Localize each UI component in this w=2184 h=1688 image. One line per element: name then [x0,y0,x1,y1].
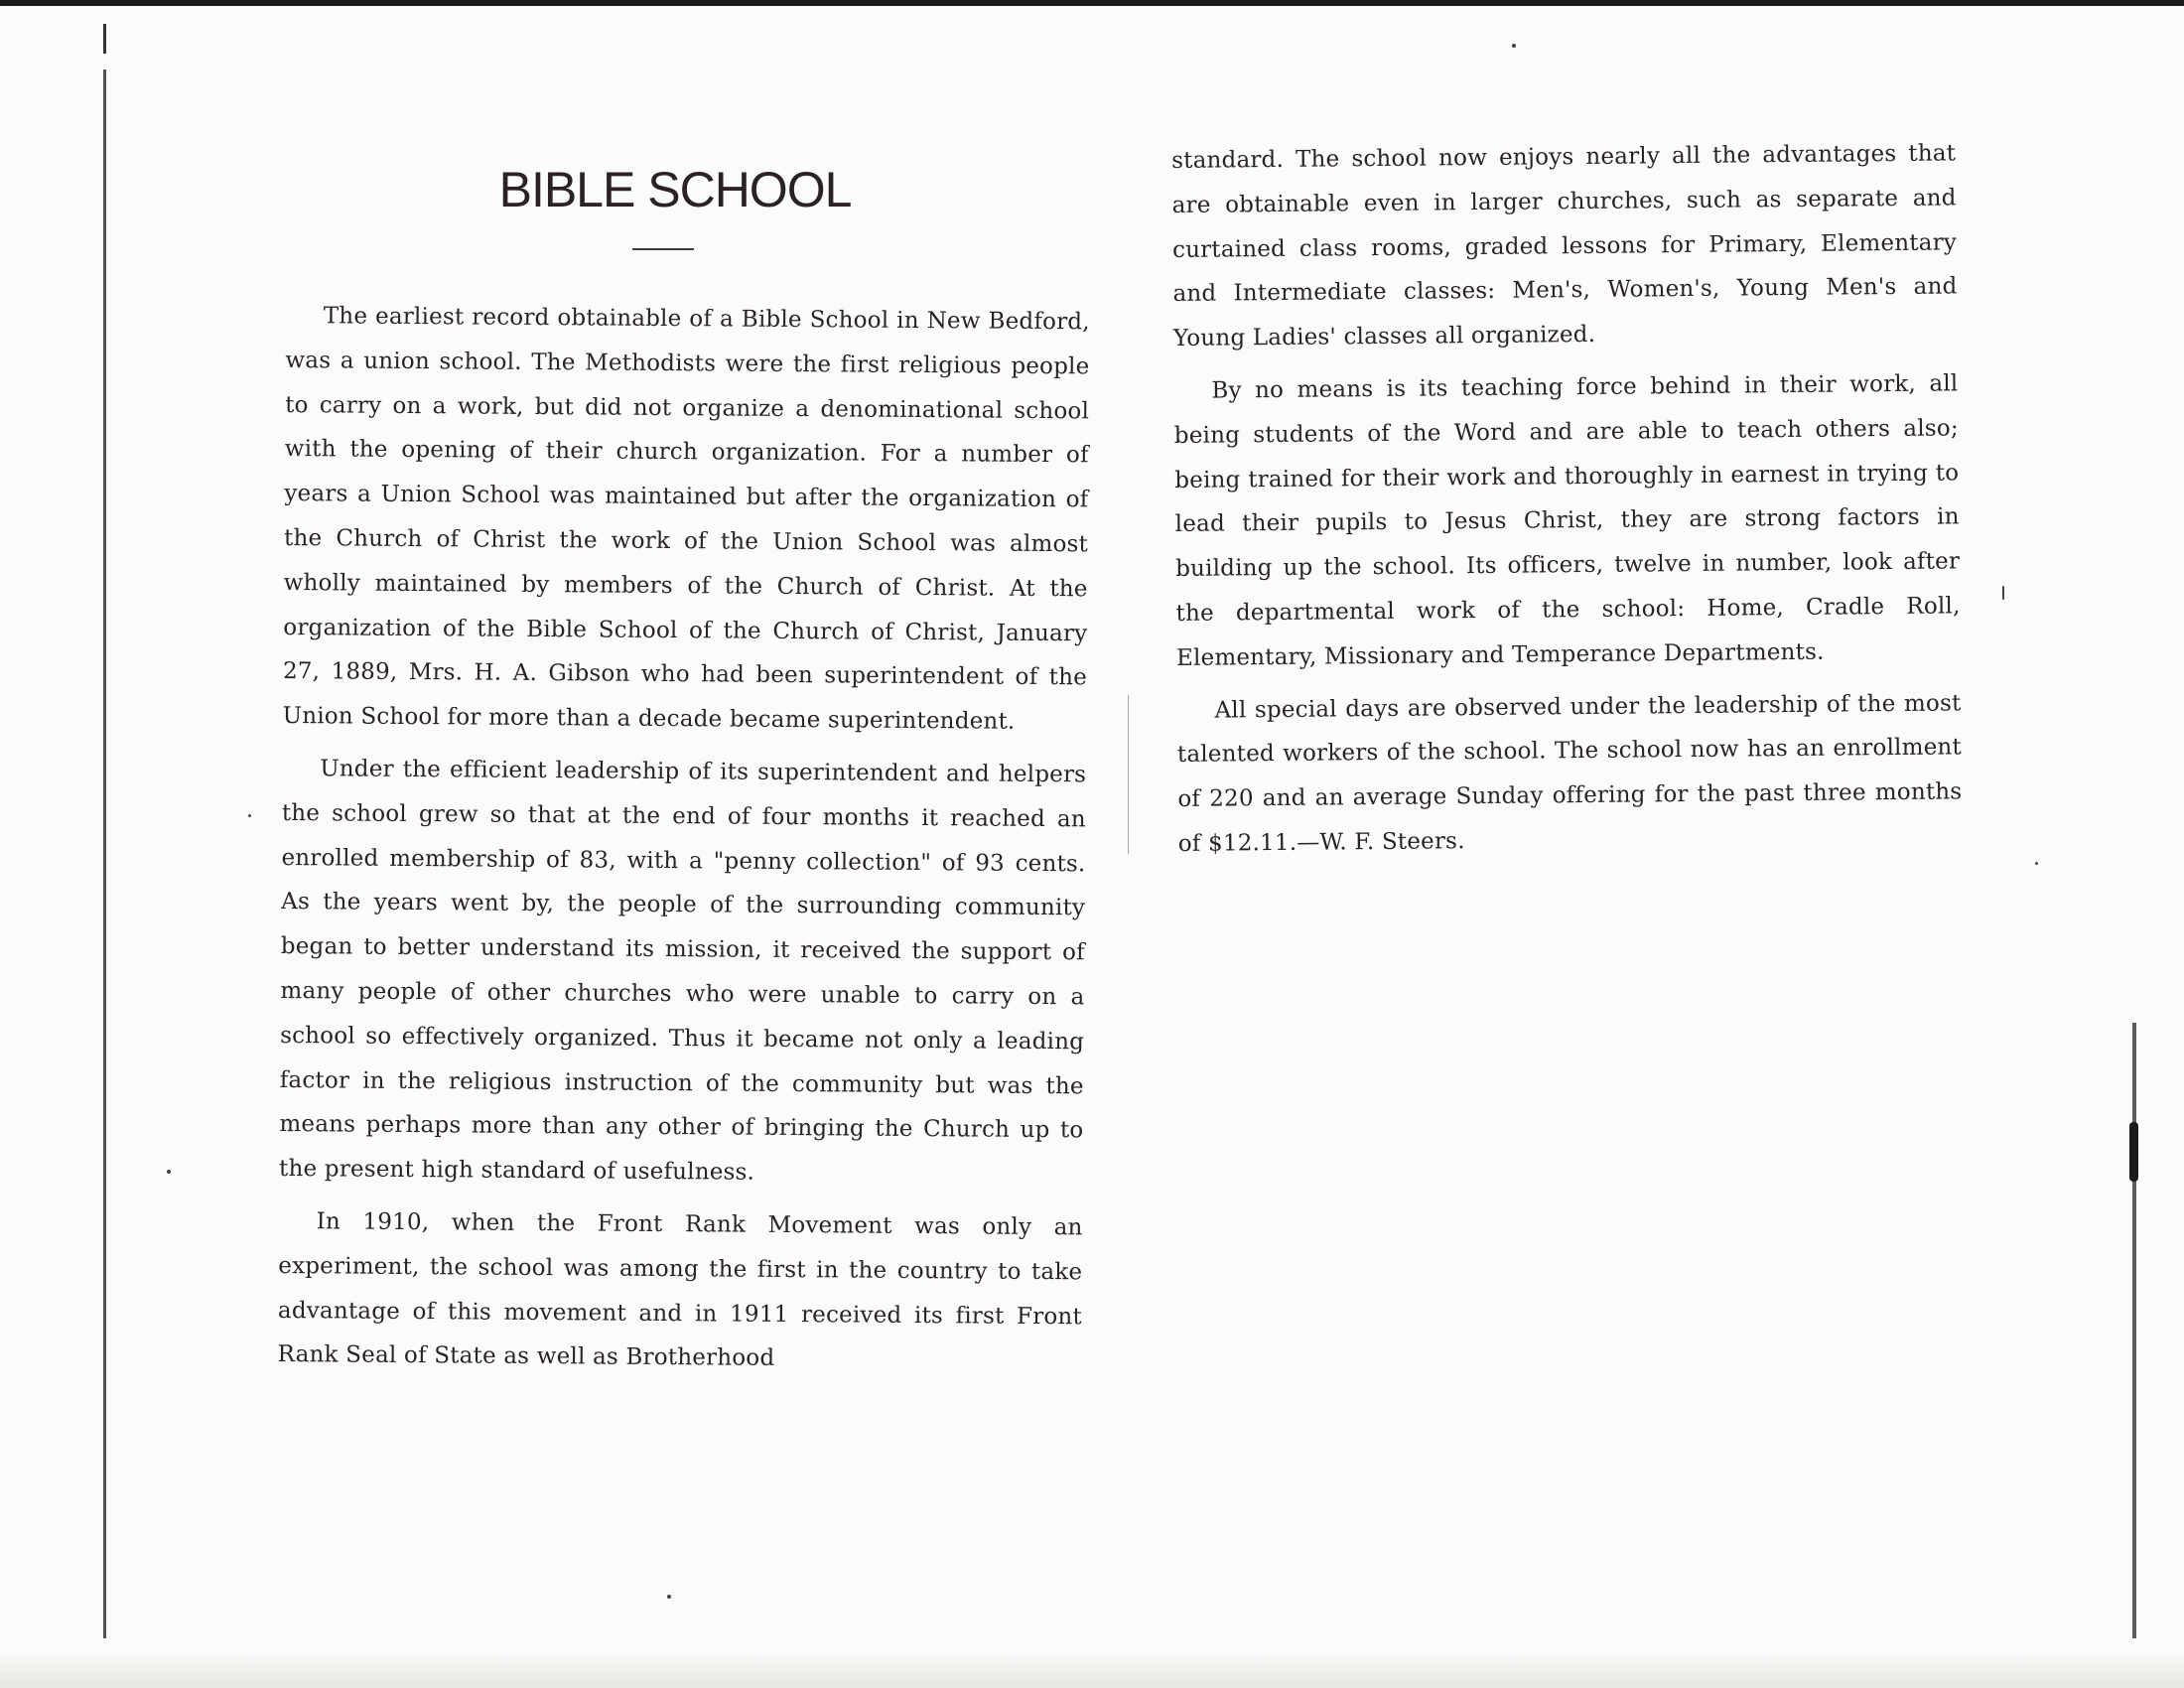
page-edge-smudge [2129,1122,2138,1182]
page-edge-right [2132,1023,2136,1638]
page-title: BIBLE SCHOOL [498,162,852,217]
scan-bottom-shadow [0,1648,2184,1688]
left-text-column [277,294,1090,1391]
dust-speck [2035,862,2038,865]
center-fold-mark [1128,695,1129,854]
scan-top-edge [0,0,2184,6]
paragraph: All special days are observed under the leadership of the most talented workers of the school. The school now has an enrollment of 220 and an average Sunday offering for the past three months of $12.11.—W. F. Steers. [1176,689,1963,857]
paragraph: By no means is its teaching force behind in their work, all being students of the Word and are able to teach others also; being trained for their work and thoroughly in earnest in trying to lead their pupils to Jesus Christ, they are strong factors in building up the school. Its officers, twelve in number, look after the departmental work of the school: Home, Cradle Roll, Elementary, Missionary and Temperance Departments. [1173,370,1961,671]
paragraph: The earliest record obtainable of a Bible School in New Bedford, was a union school. The Methodists were the first religious people to carry on a work, but did not organize a denominational school with the opening of their church organization. For a number of years a Union School was maintained but after the organization of the Church of Christ the work of the Union School was almost wholly maintained by members of the Church of Christ. At the organization of the Bible School of the Church of Christ, January 27, 1889, Mrs. H. A. Gibson who had been superintendent of the Union School for more than a decade became superintendent. [282,303,1090,735]
dust-speck [248,814,251,817]
binding-mark-top [103,24,106,54]
dust-speck [667,1595,671,1599]
title-divider [632,248,694,250]
dust-speck [2002,586,2004,600]
binding-line-left [103,70,106,1638]
paragraph: In 1910, when the Front Rank Movement was only an experiment, the school was among the first in the country to take advantage of this movement and in 1911 received its first Front Rank Seal of State as well as Brotherhood [277,1208,1083,1372]
right-text-column [1171,131,1963,874]
paragraph: Under the efficient leadership of its superintendent and helpers the school grew so that at the end of four months it reached an enrolled membership of 83, with a "penny collection" of 93 cents. As the years went by, the people of the surrounding community began to better understand its mission, it received the support of many people of other churches who were unable to carry on a school so effectively organized. Thus it became not only a leading factor in the religious instruction of the community but was the means perhaps more than any other of bringing the Church up to the present high standard of usefulness. [278,756,1087,1186]
paragraph: standard. The school now enjoys nearly all the advantages that are obtainable even in larger churches, such as separate and curtained class rooms, graded lessons for Primary, Elementary and Intermediate classes: Men's, Women's, Young Men's and Young Ladies' classes all organized. [1171,140,1958,352]
dust-speck [167,1170,171,1174]
dust-speck [1512,44,1516,48]
